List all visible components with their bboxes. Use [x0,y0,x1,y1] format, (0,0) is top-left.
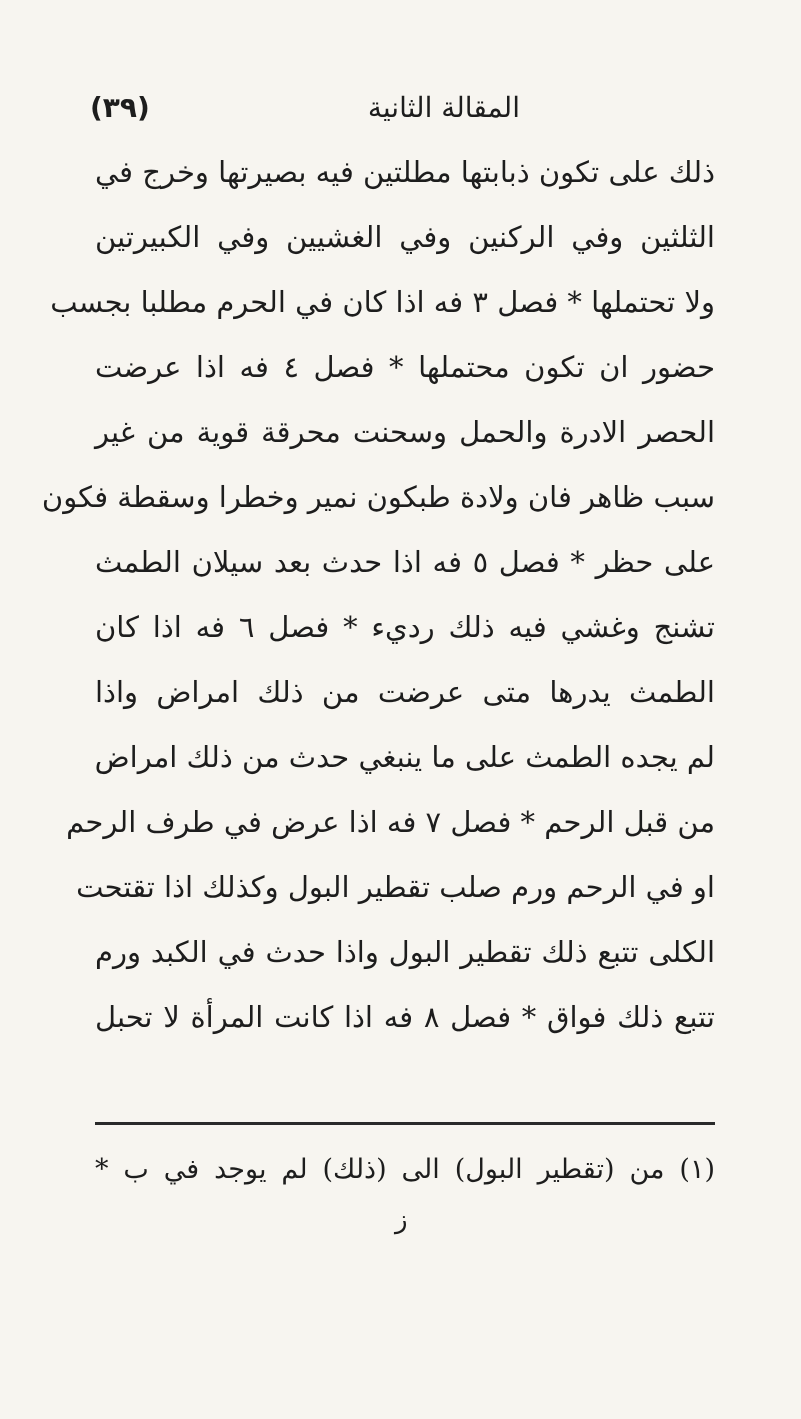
body-text [41,140,716,1050]
page-header [90,82,520,132]
section-title: المقالة الثانية [367,90,520,124]
text-line: الكلى تتبع ذلك تقطير البول واذا حدث في الكبد ورم [95,935,715,969]
text-line: الطمث يدرها متى عرضت من ذلك امراض واذا [95,675,715,709]
text-line: او في الرحم ورم صلب تقطير البول وكذلك اذا تقتحت [76,870,715,904]
page-number: (٣٩) [90,90,150,124]
text-line: الثلثين وفي الركنين وفي الغشيين وفي الكبيرتين [95,220,715,254]
footnote: (١) من (تقطير البول) الى (ذلك) لم يوجد في ب * [95,1154,715,1185]
text-line: تشنج وغشي فيه ذلك رديء * فصل ٦ فه اذا كان [95,610,715,644]
text-line: تتبع ذلك فواق * فصل ٨ فه اذا كانت المرأة لا تحبل [95,1000,715,1034]
text-line: ذلك على تكون ذبابتها مطلتين فيه بصيرتها وخرج في [95,155,715,189]
text-line: من قبل الرحم * فصل ٧ فه اذا عرض في طرف الرحم [66,805,715,839]
catchword: ز [395,1205,408,1235]
text-line: على حظر * فصل ٥ فه اذا حدث بعد سيلان الطمث [95,545,715,579]
text-line: ولا تحتملها * فصل ٣ فه اذا كان في الحرم مطلبا بجسب [50,285,715,319]
text-line: سبب ظاهر فان ولادة طبكون نمير وخطرا وسقطة فكون [41,480,715,514]
text-line: حضور ان تكون محتملها * فصل ٤ فه اذا عرضت [95,350,716,384]
text-line: الحصر الادرة والحمل وسحنت محرقة قوية من غير [95,415,715,449]
footnote-divider [95,1122,715,1125]
text-line: لم يجده الطمث على ما ينبغي حدث من ذلك امراض [94,740,715,774]
